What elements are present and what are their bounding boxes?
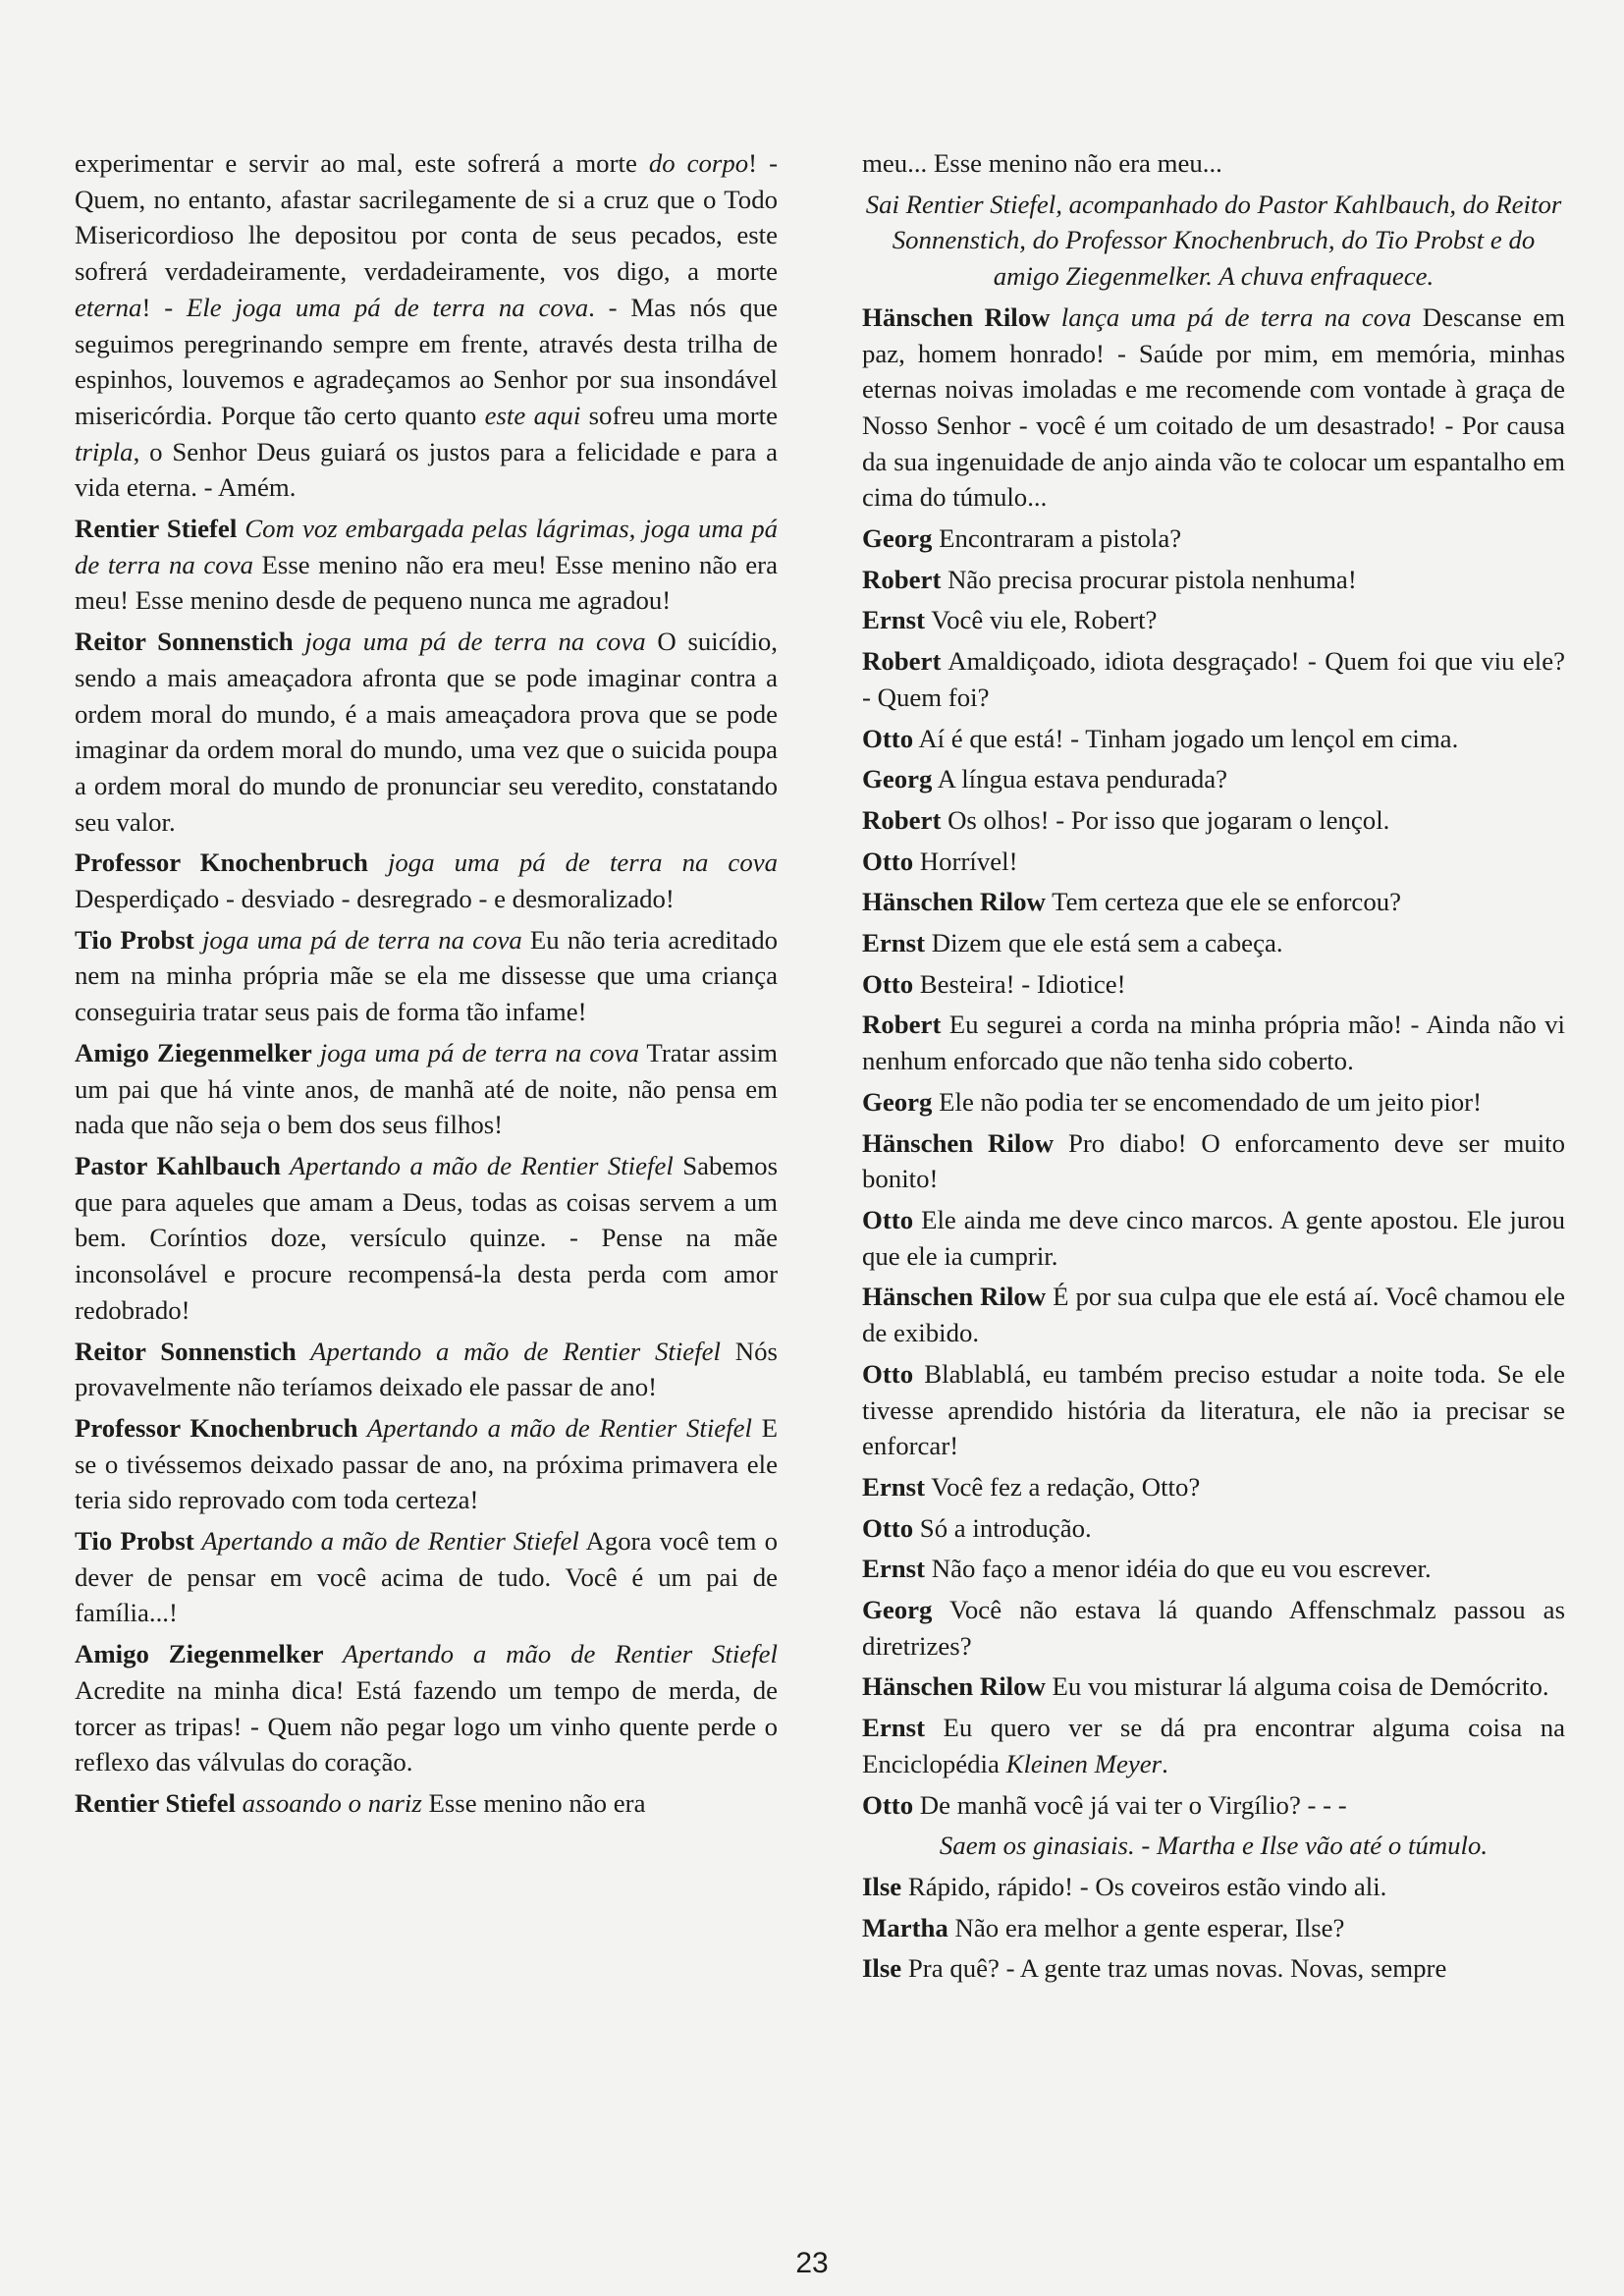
dialogue-paragraph	[862, 966, 1565, 1003]
speaker-name: Otto	[862, 1512, 914, 1543]
speaker-name: Georg	[862, 1595, 933, 1625]
dialogue-text: Pra quê? - A gente traz umas novas. Novas, sempre	[901, 1953, 1447, 1984]
dialogue-text: Desperdiçado - desviado - desregrado - e desmoralizado!	[75, 884, 675, 914]
dialogue-paragraph	[75, 145, 778, 506]
stage-direction-text: Sai Rentier Stiefel, acompanhado do Pastor Kahlbauch, do Reitor Sonnenstich, do Professor Knochenbruch, do Tio Probst e do amigo Ziegenmelker. A chuva enfraquece.	[865, 189, 1562, 292]
dialogue-paragraph	[75, 1035, 778, 1143]
dialogue-paragraph	[862, 562, 1565, 598]
speaker-name: Otto	[862, 1789, 914, 1820]
dialogue-paragraph	[75, 1410, 778, 1518]
dialogue-paragraph	[862, 1592, 1565, 1664]
speaker-name: Hänschen Rilow	[862, 887, 1046, 917]
speaker-name: Ilse	[862, 1953, 902, 1984]
dialogue-paragraph	[75, 1148, 778, 1329]
dialogue-text: Não era melhor a gente esperar, Ilse?	[947, 1912, 1345, 1942]
dialogue-paragraph	[862, 1202, 1565, 1274]
dialogue-text: De manhã você já vai ter o Virgílio? - - -	[913, 1789, 1347, 1820]
dialogue-paragraph	[862, 1279, 1565, 1350]
speaker-name: Otto	[862, 1358, 914, 1389]
speaker-name: Robert	[862, 646, 942, 677]
stage-direction	[862, 1828, 1565, 1864]
stage-direction-text: Apertando a mão de Rentier Stiefel	[280, 1150, 674, 1180]
dialogue-paragraph	[862, 643, 1565, 715]
speaker-name: Professor Knochenbruch	[75, 1412, 358, 1443]
speaker-name: Amigo Ziegenmelker	[75, 1037, 312, 1067]
speaker-name: Hänschen Rilow	[862, 1127, 1055, 1158]
speaker-name: Ilse	[862, 1871, 902, 1901]
stage-direction-text: joga uma pá de terra na cova	[293, 627, 646, 657]
dialogue-text: Não faço a menor idéia do que eu vou escrever.	[925, 1554, 1432, 1584]
speaker-name: Georg	[862, 1086, 933, 1117]
speaker-name: Robert	[862, 564, 942, 594]
dialogue-text: Ele ainda me deve cinco marcos. A gente apostou. Ele jurou que ele ia cumprir.	[862, 1204, 1565, 1271]
dialogue-text: . - Mas nós que seguimos peregrinando sempre em frente, através desta trilha de espinhos, louvemos e agradeçamos ao Senhor por sua insondável misericórdia. Porque tão certo quanto	[75, 292, 778, 430]
dialogue-text: Besteira! - Idiotice!	[913, 968, 1126, 999]
dialogue-text: meu... Esse menino não era meu...	[862, 148, 1222, 178]
dialogue-paragraph	[862, 1469, 1565, 1505]
speaker-name: Robert	[862, 804, 942, 835]
dialogue-paragraph	[75, 1334, 778, 1405]
stage-direction	[862, 187, 1565, 295]
dialogue-paragraph	[862, 925, 1565, 961]
stage-direction-text: joga uma pá de terra na cova	[193, 924, 522, 955]
dialogue-paragraph	[75, 1785, 778, 1822]
speaker-name: Reitor Sonnenstich	[75, 627, 294, 657]
dialogue-paragraph	[862, 1869, 1565, 1905]
page-number: 23	[795, 2247, 829, 2279]
dialogue-text: Dizem que ele está sem a cabeça.	[925, 928, 1283, 958]
dialogue-paragraph	[862, 884, 1565, 920]
dialogue-paragraph	[862, 300, 1565, 516]
dialogue-paragraph	[862, 761, 1565, 797]
dialogue-text: Você fez a redação, Otto?	[925, 1471, 1201, 1502]
speaker-name: Reitor Sonnenstich	[75, 1336, 297, 1366]
dialogue-paragraph	[862, 844, 1565, 880]
dialogue-text: Os olhos! - Por isso que jogaram o lençol.	[941, 804, 1390, 835]
dialogue-paragraph	[862, 1910, 1565, 1946]
stage-direction-text: tripla	[75, 436, 134, 466]
stage-direction-text: Ele joga uma pá de terra na cova	[186, 292, 589, 322]
dialogue-paragraph	[862, 1710, 1565, 1781]
dialogue-text: , o Senhor Deus guiará os justos para a felicidade e para a vida eterna. - Amém.	[75, 436, 778, 503]
speaker-name: Otto	[862, 723, 914, 753]
speaker-name: Otto	[862, 1204, 914, 1234]
dialogue-text: Pro diabo! O enforcamento deve ser muito bonito!	[862, 1127, 1565, 1194]
stage-direction-text: lança uma pá de terra na cova	[1050, 301, 1412, 332]
dialogue-paragraph	[75, 624, 778, 840]
dialogue-text: Só a introdução.	[913, 1512, 1092, 1543]
dialogue-text: Nós provavelmente não teríamos deixado ele passar de ano!	[75, 1336, 778, 1402]
dialogue-text: Não precisa procurar pistola nenhuma!	[941, 564, 1357, 594]
dialogue-paragraph	[862, 1950, 1565, 1987]
dialogue-text: Ele não podia ter se encomendado de um jeito pior!	[932, 1086, 1483, 1117]
speaker-name: Amigo Ziegenmelker	[75, 1639, 324, 1669]
dialogue-paragraph	[862, 1356, 1565, 1464]
dialogue-text: Aí é que está! - Tinham jogado um lençol em cima.	[913, 723, 1459, 753]
dialogue-paragraph	[862, 1007, 1565, 1078]
stage-direction-text: eterna	[75, 292, 142, 322]
dialogue-text: sofreu uma morte	[580, 400, 778, 430]
speaker-name: Rentier Stiefel	[75, 514, 238, 544]
dialogue-paragraph	[862, 1084, 1565, 1121]
dialogue-text: Eu segurei a corda na minha própria mão! - Ainda não vi nenhum enforcado que não tenha sido coberto.	[862, 1010, 1565, 1076]
speaker-name: Rentier Stiefel	[75, 1787, 236, 1818]
stage-direction-text: assoando o nariz	[235, 1787, 422, 1818]
dialogue-paragraph	[75, 1523, 778, 1631]
speaker-name: Tio Probst	[75, 924, 194, 955]
speaker-name: Otto	[862, 846, 914, 876]
stage-direction-text: Apertando a mão de Rentier Stiefel	[357, 1412, 752, 1443]
dialogue-text: Esse menino não era meu! Esse menino não era meu! Esse menino desde de pequeno nunca me agradou!	[75, 549, 778, 616]
stage-direction-text: Apertando a mão de Rentier Stiefel	[323, 1639, 778, 1669]
dialogue-paragraph	[862, 1510, 1565, 1547]
dialogue-paragraph	[862, 802, 1565, 839]
dialogue-paragraph	[862, 602, 1565, 638]
dialogue-text: experimentar e servir ao mal, este sofrerá a morte	[75, 148, 649, 178]
stage-direction-text: Saem os ginasiais. - Martha e Ilse vão até o túmulo.	[939, 1831, 1489, 1861]
dialogue-paragraph	[75, 511, 778, 619]
stage-direction-text: joga uma pá de terra na cova	[367, 847, 779, 878]
dialogue-text: O suicídio, sendo a mais ameaçadora afronta que se pode imaginar contra a ordem moral do mundo, é a mais ameaçadora prova que se pode imaginar da ordem moral do mundo, uma vez que o suicida poupa a ordem moral do mundo de pronunciar seu veredito, constatando seu valor.	[75, 627, 778, 837]
speaker-name: Hänschen Rilow	[862, 1282, 1047, 1312]
stage-direction-text: Apertando a mão de Rentier Stiefel	[296, 1336, 721, 1366]
speaker-name: Ernst	[862, 1554, 926, 1584]
speaker-name: Georg	[862, 764, 933, 794]
speaker-name: Professor Knochenbruch	[75, 847, 368, 878]
speaker-name: Georg	[862, 523, 933, 554]
dialogue-text: E se o tivéssemos deixado passar de ano, na próxima primavera ele teria sido reprovado com toda certeza!	[75, 1412, 778, 1515]
dialogue-text: ! -	[141, 292, 187, 322]
dialogue-paragraph	[862, 1787, 1565, 1824]
dialogue-text: Rápido, rápido! - Os coveiros estão vindo ali.	[901, 1871, 1387, 1901]
speaker-name: Hänschen Rilow	[862, 1671, 1046, 1702]
stage-direction-text: Apertando a mão de Rentier Stiefel	[193, 1526, 579, 1557]
stage-direction-text: do corpo	[648, 148, 749, 178]
dialogue-text: Tratar assim um pai que há vinte anos, de manhã até de noite, não pensa em nada que não seja o bem dos seus filhos!	[75, 1037, 778, 1140]
dialogue-text: Esse menino não era	[421, 1787, 646, 1818]
dialogue-text: Horrível!	[913, 846, 1018, 876]
speaker-name: Tio Probst	[75, 1526, 194, 1557]
dialogue-text: Tem certeza que ele se enforcou?	[1045, 887, 1402, 917]
dialogue-text: Descanse em paz, homem honrado! - Saúde por mim, em memória, minhas eternas noivas imoladas e me recomende com vontade à graça de Nosso Senhor - você é um coitado de um desastrado! - Por causa da sua ingenuidade de anjo ainda vão te colocar um espantalho em cima do túmulo...	[862, 301, 1565, 513]
dialogue-text: .	[1162, 1748, 1168, 1778]
dialogue-text: Eu quero ver se dá pra encontrar alguma coisa na Enciclopédia	[862, 1713, 1565, 1778]
speaker-name: Otto	[862, 968, 914, 999]
dialogue-paragraph	[862, 1125, 1565, 1197]
dialogue-paragraph	[862, 1551, 1565, 1587]
stage-direction-text: Com voz embargada pelas lágrimas, joga uma pá de terra na cova	[75, 514, 779, 579]
dialogue-text: Você não estava lá quando Affenschmalz passou as diretrizes?	[862, 1595, 1565, 1661]
dialogue-paragraph	[75, 922, 778, 1030]
speaker-name: Ernst	[862, 1471, 926, 1502]
dialogue-text: Eu não teria acreditado nem na minha própria mãe se ela me dissesse que uma criança conseguiria tratar seus pais de forma tão infame!	[75, 924, 778, 1027]
speaker-name: Martha	[862, 1912, 948, 1942]
dialogue-text: Amaldiçoado, idiota desgraçado! - Quem foi que viu ele? - Quem foi?	[862, 646, 1565, 712]
dialogue-text: Blablablá, eu também preciso estudar a noite toda. Se ele tivesse aprendido história da literatura, ele não ia precisar se enforcar!	[862, 1358, 1565, 1461]
dialogue-paragraph	[75, 845, 778, 916]
dialogue-text: ! - Quem, no entanto, afastar sacrilegamente de si a cruz que o Todo Misericordioso lhe depositou por conta de seus pecados, este sofrerá verdadeiramente, verdadeiramente, vos digo, a morte	[75, 148, 778, 287]
speaker-name: Hänschen Rilow	[862, 301, 1051, 332]
dialogue-paragraph	[862, 520, 1565, 557]
speaker-name: Pastor Kahlbauch	[75, 1150, 281, 1180]
dialogue-paragraph	[862, 1668, 1565, 1705]
stage-direction-text: joga uma pá de terra na cova	[311, 1037, 639, 1067]
dialogue-text: Eu vou misturar lá alguma coisa de Demócrito.	[1045, 1671, 1549, 1702]
speaker-name: Ernst	[862, 1713, 926, 1743]
left-column	[75, 145, 778, 1827]
right-column	[862, 145, 1565, 1992]
dialogue-text: É por sua culpa que ele está aí. Você chamou ele de exibido.	[862, 1282, 1566, 1348]
speaker-name: Robert	[862, 1010, 942, 1040]
dialogue-text: Sabemos que para aqueles que amam a Deus, todas as coisas servem a um bem. Coríntios doze, versículo quinze. - Pense na mãe inconsolável e procure recompensá-la desta perda com amor redobrado!	[75, 1150, 778, 1325]
dialogue-paragraph	[862, 145, 1565, 182]
dialogue-paragraph	[862, 721, 1565, 757]
dialogue-text: Acredite na minha dica! Está fazendo um tempo de merda, de torcer as tripas! - Quem não pegar logo um vinho quente perde o reflexo das válvulas do coração.	[75, 1674, 778, 1777]
stage-direction-text: este aqui	[484, 400, 581, 430]
speaker-name: Ernst	[862, 605, 926, 635]
speaker-name: Ernst	[862, 928, 926, 958]
stage-direction-text: Kleinen Meyer	[1005, 1748, 1163, 1778]
dialogue-text: Você viu ele, Robert?	[925, 605, 1158, 635]
dialogue-text: Agora você tem o dever de pensar em você acima de tudo. Você é um pai de família...!	[75, 1526, 778, 1628]
dialogue-text: Encontraram a pistola?	[932, 523, 1182, 554]
dialogue-paragraph	[75, 1636, 778, 1780]
dialogue-text: A língua estava pendurada?	[932, 764, 1228, 794]
